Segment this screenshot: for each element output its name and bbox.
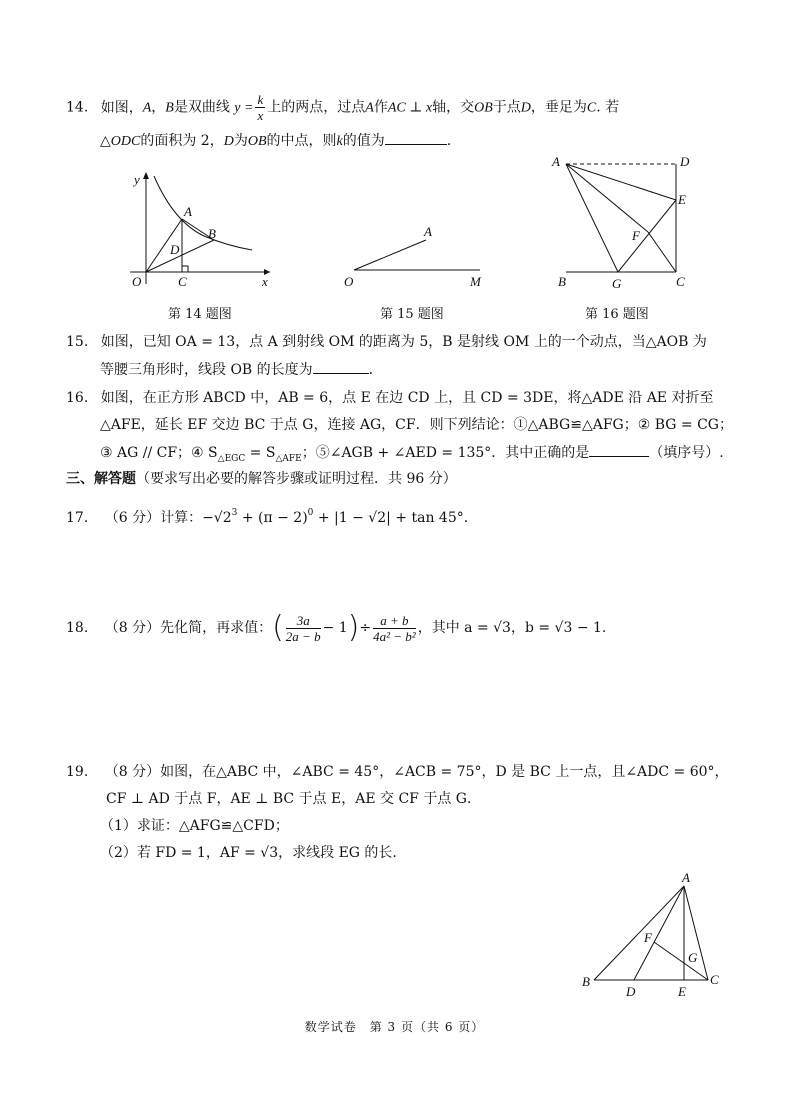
q14-line2 bbox=[100, 130, 451, 152]
q14-text: 上的两点，过点 bbox=[267, 99, 366, 116]
q16-line1 bbox=[66, 388, 713, 408]
q14-text: . bbox=[446, 133, 452, 149]
q16-text: △AFE，延长 EF 交边 BC 于点 G，连接 AG，CF．则下列结论：①△ABG≌△AFG；② BG = CG； bbox=[100, 417, 733, 433]
label-x: x bbox=[262, 274, 268, 289]
figure-19 bbox=[580, 872, 730, 998]
figure-15 bbox=[340, 222, 490, 292]
y-axis-arrow bbox=[143, 172, 149, 179]
right-paren: ) bbox=[347, 610, 360, 645]
q19-text: CF ⊥ AD 于点 F，AE ⊥ BC 于点 E，AE 交 CF 于点 G． bbox=[106, 791, 481, 807]
label-A: A bbox=[682, 872, 690, 885]
label-A: A bbox=[552, 154, 560, 169]
label-C: C bbox=[710, 972, 719, 987]
q19-part2 bbox=[100, 843, 397, 863]
q18-expr: − 1 bbox=[322, 620, 348, 636]
section-label: 三、解答题 bbox=[66, 471, 136, 487]
q15-text: 等腰三角形时，线段 OB 的长度为 bbox=[100, 362, 313, 378]
label-B: B bbox=[582, 974, 590, 989]
frac-num: k bbox=[257, 92, 264, 107]
label-D: D bbox=[626, 984, 636, 998]
q16-number: 16. bbox=[66, 390, 89, 406]
q14-text: 作 bbox=[373, 99, 388, 116]
segment-EG bbox=[618, 200, 676, 272]
label-O: O bbox=[344, 274, 354, 289]
q18-fraction-2 bbox=[373, 613, 416, 644]
q17-sup: 3 bbox=[231, 508, 238, 518]
q15-line2 bbox=[100, 359, 373, 380]
label-E: E bbox=[678, 984, 686, 998]
label-O: O bbox=[132, 274, 142, 289]
q14-text: 为 bbox=[233, 133, 248, 149]
label-G: G bbox=[612, 276, 622, 291]
label-C: C bbox=[676, 274, 685, 289]
q16-text: 如图，在正方形 ABCD 中，AB = 6，点 E 在边 CD 上，且 CD = 3DE，将△ADE 沿 AE 对折至 bbox=[100, 390, 714, 406]
frac-den: 4a² − b² bbox=[373, 628, 416, 644]
frac-num: a + b bbox=[373, 613, 416, 629]
q17-expr: −√2 bbox=[202, 510, 232, 526]
q16-text: ；⑤∠AGB + ∠AED = 135°．其中正确的是 bbox=[301, 445, 590, 461]
segment-OA bbox=[354, 240, 426, 270]
q18-text: （8 分）先化简，再求值： bbox=[104, 620, 273, 636]
q18-expr: ÷ bbox=[359, 620, 372, 636]
figure-14 bbox=[118, 166, 278, 292]
page-footer: 数学试卷 第 3 页（共 6 页） bbox=[304, 1020, 485, 1034]
q17-text: （6 分）计算： bbox=[104, 510, 203, 526]
section-3-heading bbox=[66, 469, 457, 489]
right-angle-mark bbox=[182, 266, 188, 272]
label-A: A bbox=[184, 204, 192, 219]
segment-AG bbox=[566, 164, 618, 272]
q19-line2 bbox=[106, 789, 481, 809]
q14-formula: y = bbox=[234, 100, 254, 116]
q14-text: ，垂足为 bbox=[530, 99, 587, 116]
section-note: （要求写出必要的解答步骤或证明过程．共 96 分） bbox=[136, 471, 457, 487]
q18-text: ，其中 a = √3，b = √3 − 1. bbox=[417, 620, 607, 636]
label-D: D bbox=[170, 242, 180, 257]
label-y: y bbox=[134, 172, 140, 187]
q14-answer-blank[interactable] bbox=[385, 130, 447, 145]
q16-subscript: △AFE bbox=[275, 454, 302, 464]
q14-var: B bbox=[165, 100, 174, 116]
segment-OB bbox=[146, 240, 214, 272]
q15-text: 如图，已知 OA = 13，点 A 到射线 OM 的距离为 5，B 是射线 OM 上的一个动点，当△AOB 为 bbox=[100, 334, 707, 350]
q14-text: . 若 bbox=[596, 99, 620, 116]
q17-number: 17. bbox=[66, 510, 89, 526]
q14-var: A bbox=[142, 100, 152, 116]
q19-text: （1）求证：△AFG≌△CFD； bbox=[100, 818, 289, 834]
q16-line2 bbox=[100, 415, 733, 435]
q16-line3 bbox=[100, 442, 724, 469]
q14-text: 的面积为 2， bbox=[140, 133, 224, 149]
q14-text: 如图， bbox=[100, 99, 143, 116]
q19-text: （2）若 FD = 1，AF = √3，求线段 EG 的长. bbox=[100, 845, 397, 861]
q17-line bbox=[66, 503, 468, 528]
q15-text: . bbox=[368, 362, 374, 378]
frac-num: 3a bbox=[286, 613, 321, 629]
q14-number: 14. bbox=[66, 99, 89, 116]
q17-expr: + |1 − √2| + tan 45°. bbox=[313, 510, 469, 526]
q16-subscript: △EGC bbox=[217, 454, 246, 464]
segment-AE bbox=[566, 164, 676, 200]
label-D: D bbox=[680, 154, 690, 169]
frac-den: x bbox=[257, 108, 264, 123]
label-B: B bbox=[558, 274, 566, 289]
q14-text: 的中点，则 bbox=[266, 133, 337, 149]
q14-text: △ bbox=[100, 133, 111, 149]
q16-text: （填序号）. bbox=[649, 445, 724, 461]
label-G: G bbox=[688, 950, 698, 965]
q14-text: 轴，交 bbox=[432, 99, 475, 116]
q16-answer-blank[interactable] bbox=[589, 442, 649, 457]
q14-text: 的值为 bbox=[342, 133, 385, 149]
q14-var: k bbox=[336, 134, 343, 149]
caption-14: 第 14 题图 bbox=[168, 307, 232, 322]
q14-var: A bbox=[365, 100, 374, 116]
q14-var: ODC bbox=[110, 134, 141, 149]
q14-var: D bbox=[223, 134, 234, 149]
label-F: F bbox=[632, 228, 640, 243]
q18-line bbox=[66, 608, 606, 648]
q15-number: 15. bbox=[66, 334, 89, 350]
q16-text: = S bbox=[245, 445, 276, 461]
q19-text: （8 分）如图，在△ABC 中，∠ABC = 45°，∠ACB = 75°，D 是 BC 上一点，且∠ADC = 60°， bbox=[104, 764, 729, 780]
label-E: E bbox=[678, 192, 686, 207]
q14-text: 是双曲线 bbox=[173, 99, 230, 116]
label-C: C bbox=[178, 274, 187, 289]
label-F: F bbox=[644, 930, 652, 945]
left-paren: ( bbox=[272, 610, 284, 645]
q18-fraction-1 bbox=[286, 613, 321, 644]
q14-var: OB bbox=[474, 100, 493, 116]
q14-var: D bbox=[520, 100, 531, 116]
q14-formula: AC ⊥ x bbox=[387, 100, 433, 116]
q15-line1 bbox=[66, 332, 707, 352]
q19-line1 bbox=[66, 762, 729, 782]
q14-text: ， bbox=[151, 99, 166, 116]
segment-AF bbox=[566, 164, 648, 232]
q14-var: OB bbox=[247, 134, 267, 149]
caption-16: 第 16 题图 bbox=[585, 307, 649, 322]
segment-FC bbox=[648, 232, 676, 272]
label-B: B bbox=[208, 226, 216, 241]
caption-15: 第 15 题图 bbox=[380, 307, 444, 322]
q14-line1 bbox=[66, 92, 619, 123]
q19-part1 bbox=[100, 816, 289, 836]
q17-sup: 0 bbox=[307, 508, 314, 518]
q14-fraction bbox=[255, 92, 265, 123]
frac-den: 2a − b bbox=[285, 628, 321, 644]
q17-expr: + (π − 2) bbox=[237, 510, 308, 526]
q14-var: C bbox=[586, 100, 597, 116]
segment-AD bbox=[634, 886, 684, 980]
q18-number: 18. bbox=[66, 620, 89, 636]
figure-16 bbox=[548, 150, 698, 294]
segment-AB bbox=[594, 886, 684, 980]
label-A: A bbox=[424, 224, 432, 239]
q15-answer-blank[interactable] bbox=[313, 359, 369, 374]
label-M: M bbox=[470, 274, 481, 289]
q19-number: 19. bbox=[66, 764, 89, 780]
q14-text: 于点 bbox=[492, 99, 521, 116]
q16-text: ③ AG // CF；④ S bbox=[100, 445, 218, 461]
